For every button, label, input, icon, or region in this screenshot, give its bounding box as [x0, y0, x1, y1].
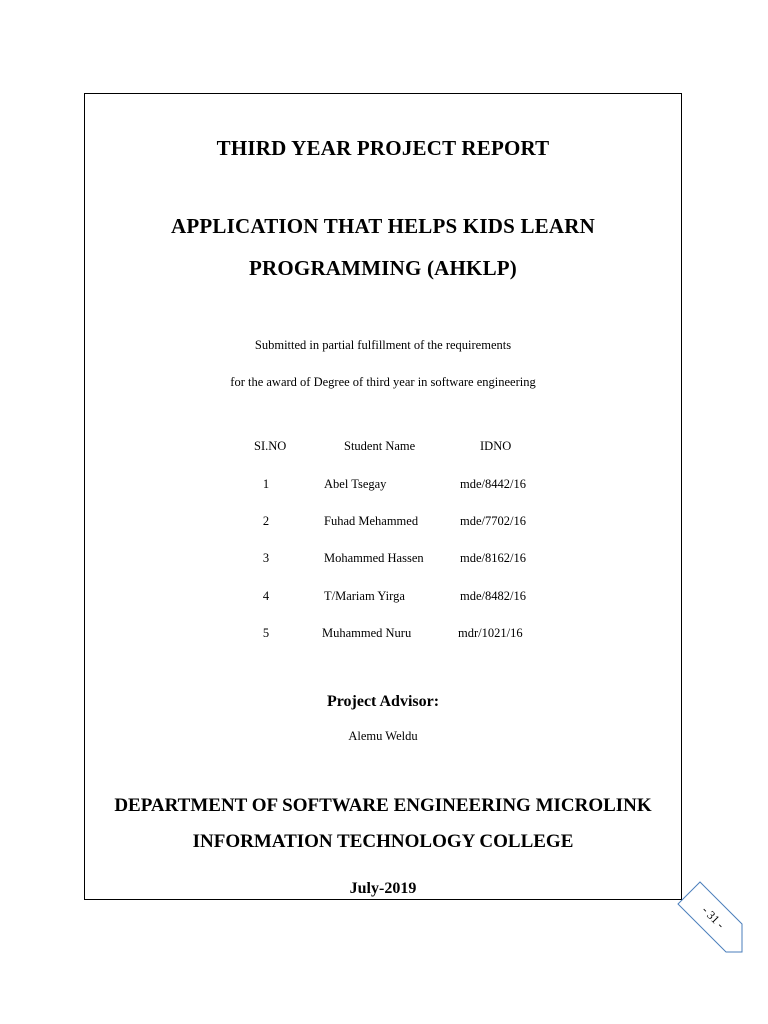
- header-sno: SI.NO: [254, 439, 287, 453]
- table-row: [0, 477, 768, 497]
- row-idno: mde/8442/16: [460, 477, 526, 491]
- row-student-name: Mohammed Hassen: [324, 551, 424, 565]
- report-date: July-2019: [349, 880, 417, 897]
- row-idno: mde/7702/16: [460, 514, 526, 528]
- page-number-tag: - 31 -: [699, 903, 728, 932]
- project-title-line-2: PROGRAMMING (AHKLP): [248, 256, 517, 280]
- row-sno: 2: [262, 514, 270, 528]
- table-row: [0, 589, 768, 609]
- row-sno: 4: [262, 589, 270, 603]
- header-student-name: Student Name: [344, 439, 416, 453]
- student-table-header: [0, 439, 768, 459]
- row-student-name: Muhammed Nuru: [322, 626, 412, 640]
- project-advisor-label: Project Advisor:: [326, 693, 440, 710]
- row-sno: 1: [262, 477, 270, 491]
- row-student-name: Fuhad Mehammed: [324, 514, 419, 528]
- report-heading: THIRD YEAR PROJECT REPORT: [216, 136, 550, 160]
- row-student-name: Abel Tsegay: [324, 477, 387, 491]
- row-idno: mdr/1021/16: [458, 626, 523, 640]
- row-idno: mde/8162/16: [460, 551, 526, 565]
- institution-line-2: INFORMATION TECHNOLOGY COLLEGE: [192, 831, 574, 852]
- table-row: [0, 626, 768, 646]
- submission-line-1: Submitted in partial fulfillment of the requirements: [254, 338, 512, 352]
- row-sno: 5: [262, 626, 270, 640]
- table-row: [0, 514, 768, 534]
- row-idno: mde/8482/16: [460, 589, 526, 603]
- project-advisor-name: Alemu Weldu: [348, 729, 418, 743]
- header-idno: IDNO: [480, 439, 512, 453]
- submission-line-2: for the award of Degree of third year in software engineering: [230, 375, 536, 389]
- row-sno: 3: [262, 551, 270, 565]
- institution-line-1: DEPARTMENT OF SOFTWARE ENGINEERING MICROLINK: [114, 795, 652, 816]
- table-row: [0, 551, 768, 571]
- project-title-line-1: APPLICATION THAT HELPS KIDS LEARN: [171, 214, 595, 238]
- row-student-name: T/Mariam Yirga: [324, 589, 405, 603]
